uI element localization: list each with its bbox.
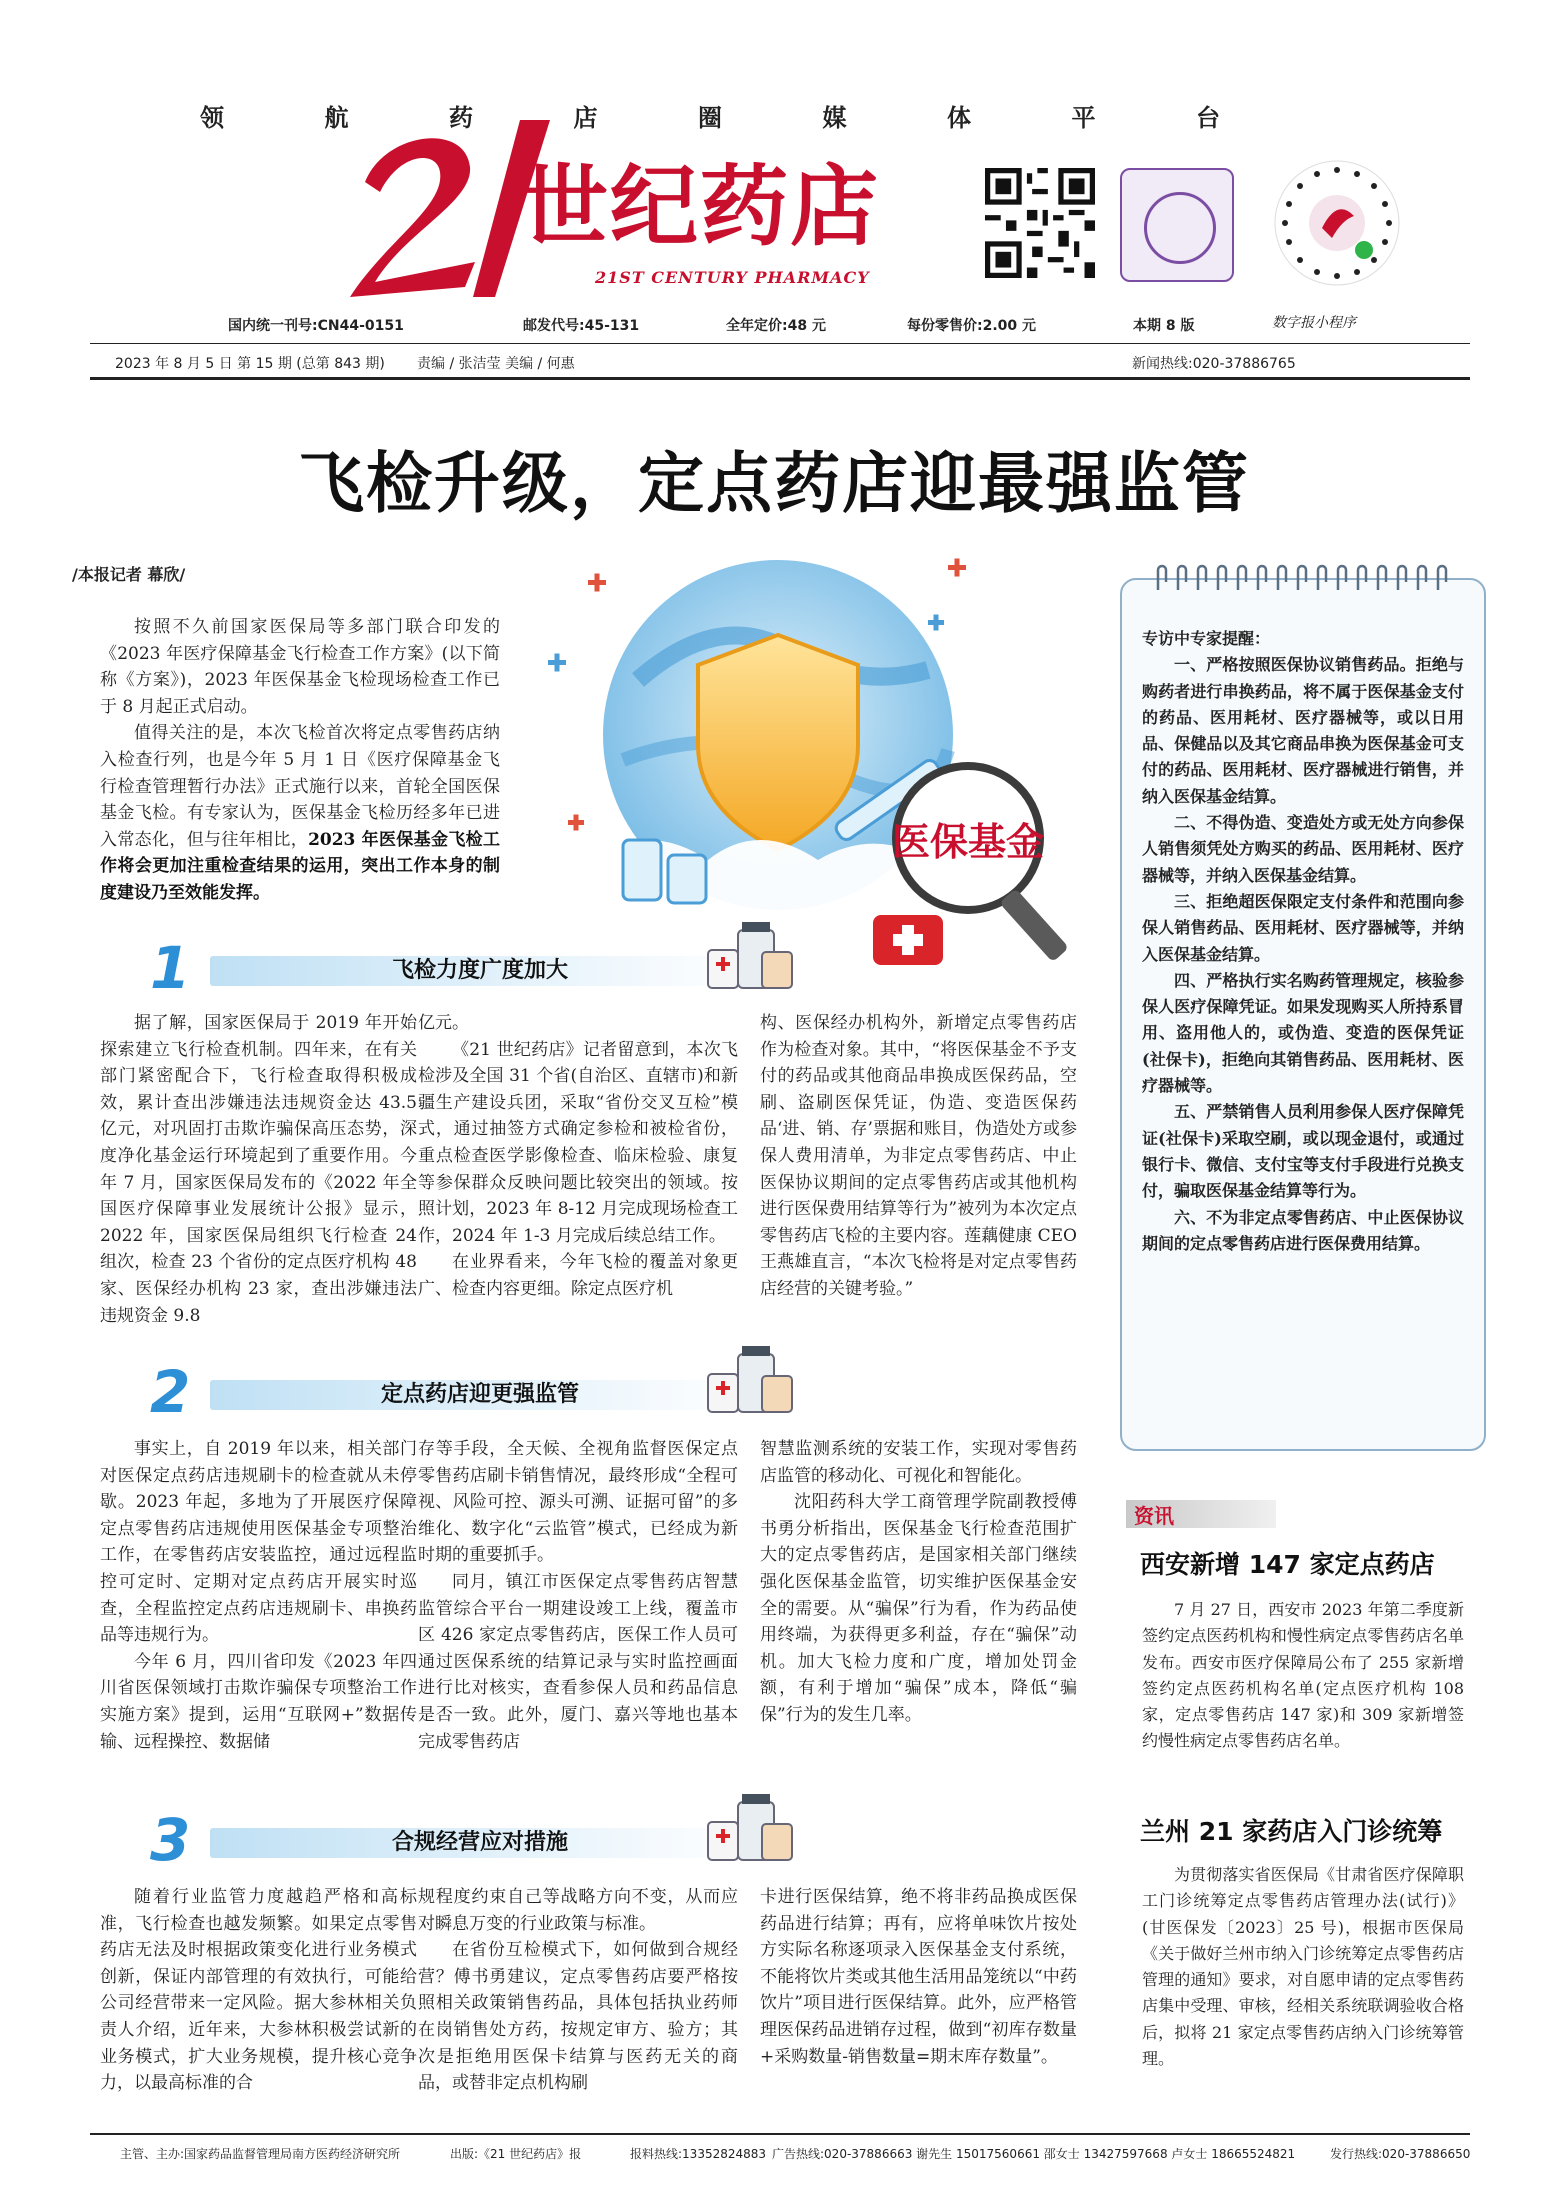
section-3-col-2 <box>418 1884 738 2097</box>
expert-tips-text <box>1142 626 1464 1257</box>
page-headline: 飞检升级，定点药店迎最强监管 <box>298 444 1250 522</box>
medicine-bottles-icon <box>700 1344 810 1418</box>
footer-sponsor: 主管、主办:国家药品监督管理局南方医药经济研究所 <box>120 2147 401 2161</box>
issn-label: 国内统一刊号:CN44-0151 <box>228 318 404 334</box>
paragraph: 亿元。 <box>418 1013 469 1033</box>
medicine-bottles-icon <box>700 920 810 994</box>
editors-credit: 责编 / 张洁莹 美编 / 何惠 <box>417 356 575 372</box>
tip-item: 三、拒绝超医保限定支付条件和范围向参保人销售药品、医用耗材、医疗器械等，并纳入医保基金结算。 <box>1142 891 1464 964</box>
news-body <box>1142 1862 1464 2072</box>
annual-price-label: 全年定价:48 元 <box>726 318 826 334</box>
tagline-char: 体 <box>947 104 971 132</box>
news-body <box>1142 1597 1464 1755</box>
retail-price-label: 每份零售价:2.00 元 <box>907 318 1037 334</box>
tagline-char: 领 <box>200 104 224 132</box>
medicine-bottles-icon <box>700 1792 810 1866</box>
paragraph: 存等手段，全天候、全视角监督医保定点零售药店刷卡销售情况，最终形成“全程可视、风险可控、源头可溯、证据可留”的多维化、数字化“云监管”模式，已经成为新时期的重要抓手。 <box>418 1439 738 1566</box>
intro-paragraphs <box>100 614 500 907</box>
section-2-col-2 <box>418 1436 738 1755</box>
logo-english: 21ST CENTURY PHARMACY <box>595 268 870 287</box>
intro-paragraph: 按照不久前国家医保局等多部门联合印发的《2023 年医疗保障基金飞行检查工作方案》(以下简称《方案》)，2023 年医保基金飞检现场检查工作已于 8 月起正式启动。 <box>100 617 500 717</box>
illustration-badge-text: 医保基金 <box>891 819 1045 864</box>
footer-distribution-hotline: 发行热线:020-37886650 <box>1330 2147 1471 2161</box>
section-2-col-3 <box>760 1436 1077 1729</box>
tip-item: 五、严禁销售人员利用参保人医疗保障凭证(社保卡)采取空刷，或以现金退付，或通过银行卡、微信、支付宝等支付手段进行兑换支付，骗取医保基金结算等行为。 <box>1142 1102 1464 1201</box>
tagline-char: 药 <box>449 104 473 132</box>
issue-date: 2023 年 8 月 5 日 第 15 期 (总第 843 期) <box>115 356 385 372</box>
byline: /本报记者 幕欣/ <box>72 565 186 584</box>
paragraph: 智慧监测系统的安装工作，实现对零售药店监管的移动化、可视化和智能化。 <box>760 1439 1077 1486</box>
paragraph: 沈阳药科大学工商管理学院副教授傅书勇分析指出，医保基金飞行检查范围扩大的定点零售药店，是国家相关部门继续强化医保基金监管，切实维护医保基金安全的需要。从“骗保”行为看，作为药品使用终端，为获得更多利益，存在“骗保”动机。加大飞检力度和广度，增加处罚金额，有利于增加“骗保”成本，降低“骗保”行为的发生几率。 <box>760 1492 1077 1725</box>
paragraph: 同月，镇江市医保定点零售药店智慧监管综合平台一期建设竣工上线，覆盖市区 426 家定点零售药店，医保工作人员可通过医保系统的结算记录与实时监控画面进行比对核实，查看参保人员和药品信息是否一致。此外，厦门、嘉兴等地也基本完成零售药店 <box>418 1571 738 1752</box>
footer-rule <box>90 2133 1470 2135</box>
page-count-label: 本期 8 版 <box>1133 318 1195 334</box>
postal-code-label: 邮发代号:45-131 <box>523 318 640 334</box>
footer-ads-hotline: 广告热线:020-37886663 谢先生 15017560661 邵女士 13427597668 卢女士 18665524821 <box>772 2147 1296 2161</box>
news-headline: 西安新增 147 家定点药店 <box>1140 1550 1435 1579</box>
section-2-banner <box>150 1358 810 1426</box>
paragraph: 随着行业监管力度越趋严格和高标准，飞行检查也越发频繁。如果定点零售药店无法及时根据政策变化进行业务模式创新，保证内部管理的有效执行，可能给公司经营带来一定风险。据大参林相关负责人介绍，近年来，大参林积极尝试新的业务模式，扩大业务规模，提升核心竞争力，以最高标准的合 <box>100 1887 417 2094</box>
tip-item: 一、严格按照医保协议销售药品。拒绝与购药者进行串换药品，将不属于医保基金支付的药品、医用耗材、医疗器械等，或以日用品、保健品以及其它商品串换为医保基金可支付的药品、医用耗材、医疗器械进行销售，并纳入医保基金结算。 <box>1142 655 1464 806</box>
paragraph: 据了解，国家医保局于 2019 年开始探索建立飞行检查机制。四年来，在有关部门紧密配合下，飞行检查取得积极成效，累计查出涉嫌违法违规资金达 43.5 亿元，对巩固打击欺诈骗保高压态势，深度净化基金运行环境起到了重要作用。今年 7 月，国家医保局发布的《2022 年全国医疗保障事业发展统计公报》显示，2022 年，国家医保局组织飞行检查 24 组次，检查 23 个省份的定点医疗机构 48 家、医保经办机构 23 家，查出涉嫌违法违规资金 9.8 <box>100 1013 417 1326</box>
masthead-bottom-rule <box>90 377 1470 380</box>
section-1-col-2 <box>418 1010 738 1303</box>
section-3-col-3 <box>760 1884 1077 2070</box>
masthead-divider <box>90 343 1470 344</box>
paragraph: 在省份互检模式下，如何做到合规经营？傅书勇建议，定点零售药店要严格按照相关政策销售药品，具体包括执业药师在岗销售处方药，按规定审方、验方；其次是拒绝用医保卡结算与医药无关的商品，或替非定点机构刷 <box>418 1940 738 2094</box>
mini-program-code-icon[interactable] <box>1272 158 1402 288</box>
section-2-col-1 <box>100 1436 417 1755</box>
paragraph: 今年 6 月，四川省印发《2023 年四川省医保领域打击欺诈骗保专项整治工作实施方案》提到，运用“互联网+”数据传输、远程操控、数据储 <box>100 1651 417 1752</box>
section-number: 3 <box>150 1806 191 1874</box>
qr-code-icon[interactable] <box>985 168 1095 278</box>
tagline-char: 航 <box>324 104 349 132</box>
paragraph: 规程度约束自己等战略方向不变，从而应对瞬息万变的行业政策与标准。 <box>418 1887 738 1934</box>
paragraph: 卡进行医保结算，绝不将非药品换成医保药品进行结算；再有，应将单味饮片按处方实际名称逐项录入医保基金支付系统，不能将饮片类或其他生活用品笼统以“中药饮片”项目进行医保结算。此外，应严格管理医保药品进销存过程，做到“初库存数量+采购数量-销售数量=期末库存数量”。 <box>760 1887 1077 2067</box>
notebook-rings-icon <box>1150 562 1460 592</box>
news-hotline: 新闻热线:020-37886765 <box>1132 356 1296 372</box>
news-tag-label: 资讯 <box>1134 1504 1174 1528</box>
section-number: 2 <box>150 1358 191 1426</box>
section-3-banner <box>150 1806 810 1874</box>
news-paragraph: 为贯彻落实省医保局《甘肃省医疗保障职工门诊统筹定点零售药店管理办法(试行)》(甘医保发〔2023〕25 号)，根据市医保局《关于做好兰州市纳入门诊统筹定点零售药店管理的通知》要求，对自愿申请的定点零售药店集中受理、审核，经相关系统联调验收合格后，拟将 21 家定点零售药店纳入门诊统筹管理。 <box>1142 1865 1464 2069</box>
tagline-char: 店 <box>573 104 598 132</box>
logo-title: 世纪药店 <box>520 154 881 258</box>
paragraph: 构、医保经办机构外，新增定点零售药店作为检查对象。其中，“将医保基金不予支付的药品或其他商品串换成医保药品，空刷、盗刷医保凭证，伪造、变造医保药品‘进、销、存’票据和账目，伪造处方或参保人费用清单，为非定点零售药店、中止医保协议期间的定点零售药店或其他机构进行医保费用结算等行为”被列为本次定点零售药店飞检的主要内容。莲藕健康 CEO 王燕雄直言，“本次飞检将是对定点零售药店经营的关键考验。” <box>760 1013 1077 1299</box>
tagline-char: 台 <box>1196 104 1220 132</box>
news-section-tag <box>1126 1500 1276 1528</box>
tip-item: 四、严格执行实名购药管理规定，核验参保人医疗保障凭证。如果发现购买人所持系冒用、盗用他人的，或伪造、变造的医保凭证(社保卡)，拒绝向其销售药品、医用耗材、医疗器械等。 <box>1142 970 1464 1096</box>
news-headline: 兰州 21 家药店入门诊统筹 <box>1140 1817 1443 1846</box>
tips-title: 专访中专家提醒： <box>1142 629 1271 648</box>
tip-item: 二、不得伪造、变造处方或无处方向参保人销售须凭处方购买的药品、医用耗材、医疗器械等，并纳入医保基金结算。 <box>1142 813 1464 885</box>
section-1-col-1 <box>100 1010 417 1329</box>
section-title: 飞检力度广度加大 <box>391 958 568 983</box>
paragraph: 《21 世纪药店》记者留意到，本次飞检涉及全国 31 个省(自治区、直辖市)和新疆生产建设兵团，采取“省份交叉互检”模式，通过抽签方式确定参检和被检省份，重点检查医学影像检查、临床检验、康复等参保群众反映问题比较突出的领域。按照计划，2023 年 8-12 月完成现场检查工作，2024 年 1-3 月完成后续总结工作。 <box>418 1039 738 1246</box>
qr-caption: 数字报小程序 <box>1272 315 1356 331</box>
tip-item: 六、不为非定点零售药店、中止医保协议期间的定点零售药店进行医保费用结算。 <box>1142 1207 1464 1253</box>
medical-insurance-illustration <box>528 520 1088 980</box>
section-1-col-3 <box>760 1010 1077 1303</box>
footer-publisher: 出版:《21 世纪药店》报 <box>450 2147 582 2161</box>
app-logo-icon[interactable] <box>1120 168 1234 282</box>
tagline-char: 媒 <box>822 104 847 132</box>
intro-paragraph: 值得关注的是，本次飞检首次将定点零售药店纳入检查行列，也是今年 5 月 1 日《医疗保障基金飞行检查管理暂行办法》正式施行以来，首轮全国医保基金飞检。有专家认为，医保基金飞检历经多年已进入常态化，但与往年相比，2023 年医保基金飞检工作将会更加注重检查结果的运用，突出工作本身的制度建设乃至效能发挥。 <box>100 723 501 903</box>
section-title: 合规经营应对措施 <box>391 1830 568 1855</box>
section-title: 定点药店迎更强监管 <box>380 1382 579 1407</box>
tagline-char: 平 <box>1071 104 1096 132</box>
tagline-char: 圈 <box>698 104 722 132</box>
section-number: 1 <box>150 934 191 1002</box>
section-3-col-1 <box>100 1884 417 2097</box>
paragraph: 事实上，自 2019 年以来，相关部门对医保定点药店违规刷卡的检查就从未停歇。2023 年起，多地为了开展医疗保障定点零售药店违规使用医保基金专项整治工作，在零售药店安装监控，通过远程监控可定时、定期对定点药店开展实时巡查，全程监控定点药店违规刷卡、串换药品等违规行为。 <box>100 1439 417 1646</box>
paragraph: 在业界看来，今年飞检的覆盖对象更广、检查内容更细。除定点医疗机 <box>418 1252 738 1299</box>
section-1-banner <box>150 934 810 1002</box>
footer-report-hotline: 报料热线:13352824883 <box>630 2147 767 2161</box>
news-paragraph: 7 月 27 日，西安市 2023 年第二季度新签约定点医药机构和慢性病定点零售药店名单发布。西安市医疗保障局公布了 255 家新增签约定点医药机构名单(定点医疗机构 108 家，定点零售药店 147 家)和 309 家新增签约慢性病定点零售药店名单。 <box>1142 1600 1464 1751</box>
